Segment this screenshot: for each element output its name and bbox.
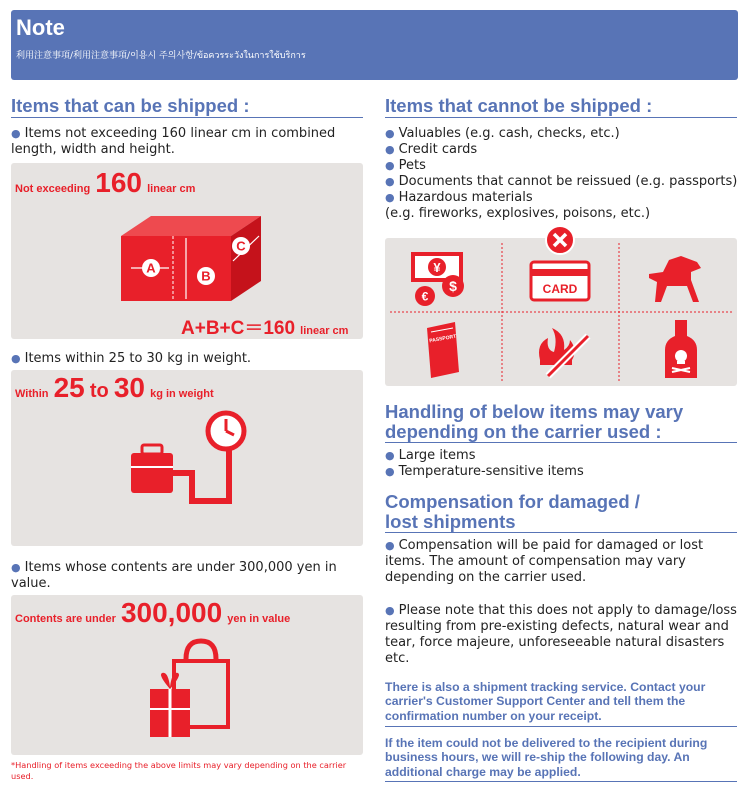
- cannot-ship-rule: [385, 117, 737, 118]
- money-icon: [405, 250, 485, 308]
- bullet-icon: ●: [385, 191, 395, 204]
- passport-glyph: PASSPORT: [428, 333, 457, 345]
- compensation-text-1: ● Compensation will be paid for damaged or lost items. The amount of compensation may vary depending on the carrier used.: [385, 538, 704, 585]
- compensation-text-2: ● Please note that this does not apply to damage/loss resulting from pre-existing defects, natural wear and tear, force majeure, unforeseeable natural disasters etc.: [385, 603, 737, 666]
- size-text: Items not exceeding 160 linear cm in combined length, width and height.: [11, 126, 336, 157]
- value-label-number: 300,000: [120, 597, 223, 628]
- handling-rule: [385, 442, 737, 443]
- handling-title-line2: depending on the carrier used :: [385, 421, 662, 442]
- list-item: ● Valuables (e.g. cash, checks, etc.): [385, 126, 620, 141]
- reship-rule: [385, 781, 737, 782]
- value-panel: [11, 595, 363, 755]
- compensation-title: [385, 492, 640, 532]
- tracking-info: There is also a shipment tracking service. Contact your carrier's Customer Support Center and tell them the confirmation number on your receipt.: [385, 680, 706, 723]
- size-panel: [11, 163, 363, 339]
- dim-a-label: A: [146, 260, 156, 276]
- can-ship-title: Items that can be shipped :: [11, 95, 250, 116]
- size-formula: [181, 313, 348, 339]
- handling-list: [385, 448, 584, 480]
- compensation-title-line1: Compensation for damaged /: [385, 491, 640, 512]
- handling-title: [385, 402, 683, 442]
- cannot-ship-list: [385, 126, 737, 222]
- tracking-rule: [385, 726, 737, 727]
- limits-footnote: *Handling of items exceeding the above limits may vary depending on the carrier used.: [11, 760, 347, 781]
- list-item: ● Temperature-sensitive items: [385, 464, 584, 479]
- dim-b-label: B: [201, 268, 211, 284]
- weight-label-num1: 25: [53, 372, 85, 403]
- size-label-suffix: linear cm: [147, 183, 196, 195]
- yen-glyph: ¥: [433, 260, 441, 275]
- list-item: ● Credit cards: [385, 142, 478, 157]
- formula-text: A+B+C＝160: [181, 318, 296, 339]
- prohibited-items-panel: [385, 238, 737, 386]
- handling-title-line1: Handling of below items may vary: [385, 401, 684, 422]
- bullet-icon: ●: [385, 175, 395, 188]
- compensation-title-line2: lost shipments: [385, 511, 516, 532]
- bullet-icon: ●: [11, 352, 21, 365]
- bullet-icon: ●: [385, 127, 395, 140]
- weight-label-prefix: Within: [15, 388, 49, 400]
- size-label: [15, 167, 195, 199]
- bullet-icon: ●: [385, 159, 395, 172]
- dollar-glyph: $: [449, 278, 457, 294]
- list-item: ● Large items: [385, 448, 476, 463]
- can-ship-rule: [11, 117, 363, 118]
- list-item: ● Hazardous materials: [385, 190, 533, 205]
- weight-text-block: [11, 351, 363, 367]
- value-label-prefix: Contents are under: [15, 613, 116, 625]
- bullet-icon: ●: [385, 143, 395, 156]
- header-subtitle: 利用注意事項/利用注意事項/이용시 주의사항/ข้อควรระวังในการใช้บริการ: [16, 51, 306, 61]
- card-label: CARD: [542, 282, 578, 296]
- dim-c-label: C: [236, 238, 246, 254]
- dog-icon: [643, 252, 713, 304]
- weight-label-to: to: [89, 380, 109, 402]
- list-item-extra: (e.g. fireworks, explosives, poisons, etc.): [385, 206, 651, 221]
- passport-icon: [423, 320, 463, 380]
- weight-label: [15, 372, 214, 404]
- size-label-number: 160: [95, 167, 142, 198]
- shopping-bag-gift-icon: [144, 637, 244, 747]
- fireworks-icon: [530, 320, 595, 382]
- list-item: ● Documents that cannot be reissued (e.g. passports): [385, 174, 738, 189]
- value-label: [15, 597, 290, 629]
- euro-glyph: €: [421, 289, 429, 304]
- prohibited-x-icon: [544, 224, 576, 256]
- bullet-icon: ●: [385, 539, 395, 552]
- bullet-icon: ●: [385, 449, 395, 462]
- reship-info: If the item could not be delivered to the recipient during business hours, we will re-ship the following day. An additional charge may be applied.: [385, 736, 708, 779]
- size-label-prefix: Not exceeding: [15, 183, 91, 195]
- cannot-ship-title: Items that cannot be shipped :: [385, 95, 653, 116]
- list-item: ● Pets: [385, 158, 426, 173]
- value-label-suffix: yen in value: [227, 613, 291, 625]
- weight-panel: [11, 370, 363, 546]
- poison-bottle-icon: [661, 318, 701, 382]
- weight-label-suffix: kg in weight: [150, 388, 214, 400]
- bullet-icon: ●: [11, 561, 21, 574]
- note-header: [11, 10, 738, 80]
- luggage-scale-icon: [126, 407, 251, 507]
- weight-label-num2: 30: [113, 372, 145, 403]
- formula-unit: linear cm: [300, 325, 349, 337]
- value-text: Items whose contents are under 300,000 yen in value.: [11, 560, 337, 591]
- weight-text: Items within 25 to 30 kg in weight.: [24, 351, 252, 366]
- bullet-icon: ●: [385, 604, 395, 617]
- bullet-icon: ●: [385, 465, 395, 478]
- header-title: Note: [16, 15, 65, 40]
- size-text-block: [11, 126, 363, 158]
- box-dimension-icon: [111, 206, 271, 311]
- compensation-rule: [385, 532, 737, 533]
- value-text-block: [11, 560, 363, 592]
- bullet-icon: ●: [11, 127, 21, 140]
